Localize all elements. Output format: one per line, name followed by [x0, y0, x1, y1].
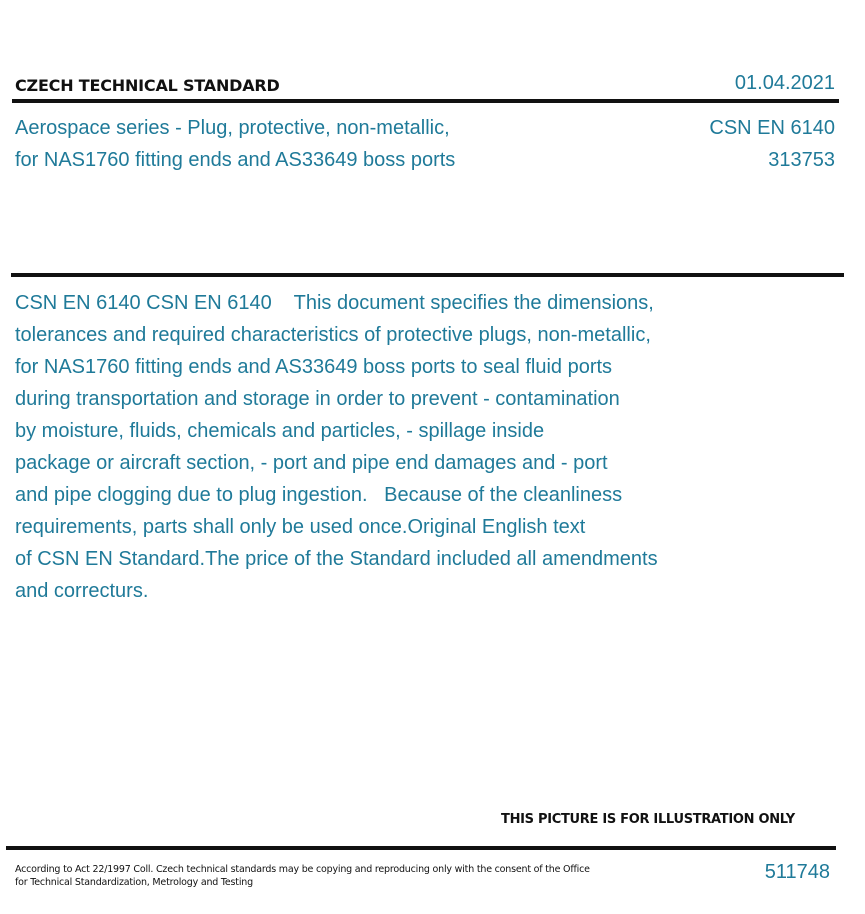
standard-title-line-1: Aerospace series - Plug, protective, non-metallic,	[15, 117, 450, 139]
description-line: CSN EN 6140 CSN EN 6140 This document specifies the dimensions,	[15, 292, 654, 314]
footer-id: 511748	[764, 861, 830, 883]
illustration-disclaimer: THIS PICTURE IS FOR ILLUSTRATION ONLY	[501, 812, 795, 827]
legal-notice-line-2: for Technical Standardization, Metrology and Testing	[15, 877, 253, 888]
description-line: tolerances and required characteristics of protective plugs, non-metallic,	[15, 324, 651, 346]
header-title: CZECH TECHNICAL STANDARD	[15, 76, 280, 95]
middle-divider	[11, 273, 844, 277]
standard-title-line-2: for NAS1760 fitting ends and AS33649 boss ports	[15, 149, 456, 171]
description-line: by moisture, fluids, chemicals and particles, - spillage inside	[15, 420, 545, 442]
bottom-divider	[6, 846, 836, 850]
catalog-number: 313753	[768, 149, 835, 171]
description-line: of CSN EN Standard.The price of the Standard included all amendments	[15, 548, 658, 570]
issue-date: 01.04.2021	[734, 72, 835, 94]
description-line: package or aircraft section, - port and pipe end damages and - port	[15, 452, 608, 474]
legal-notice-line-1: According to Act 22/1997 Coll. Czech technical standards may be copying and reproducing only with the consent of the Office	[15, 864, 590, 875]
description-line: requirements, parts shall only be used once.Original English text	[15, 516, 586, 538]
description-line: and pipe clogging due to plug ingestion. Because of the cleanliness	[15, 484, 623, 506]
description-line: for NAS1760 fitting ends and AS33649 boss ports to seal fluid ports	[15, 356, 613, 378]
description-line: and correcturs.	[15, 580, 149, 602]
standard-code: CSN EN 6140	[709, 117, 835, 139]
description-line: during transportation and storage in order to prevent - contamination	[15, 388, 620, 410]
top-divider	[12, 99, 839, 103]
